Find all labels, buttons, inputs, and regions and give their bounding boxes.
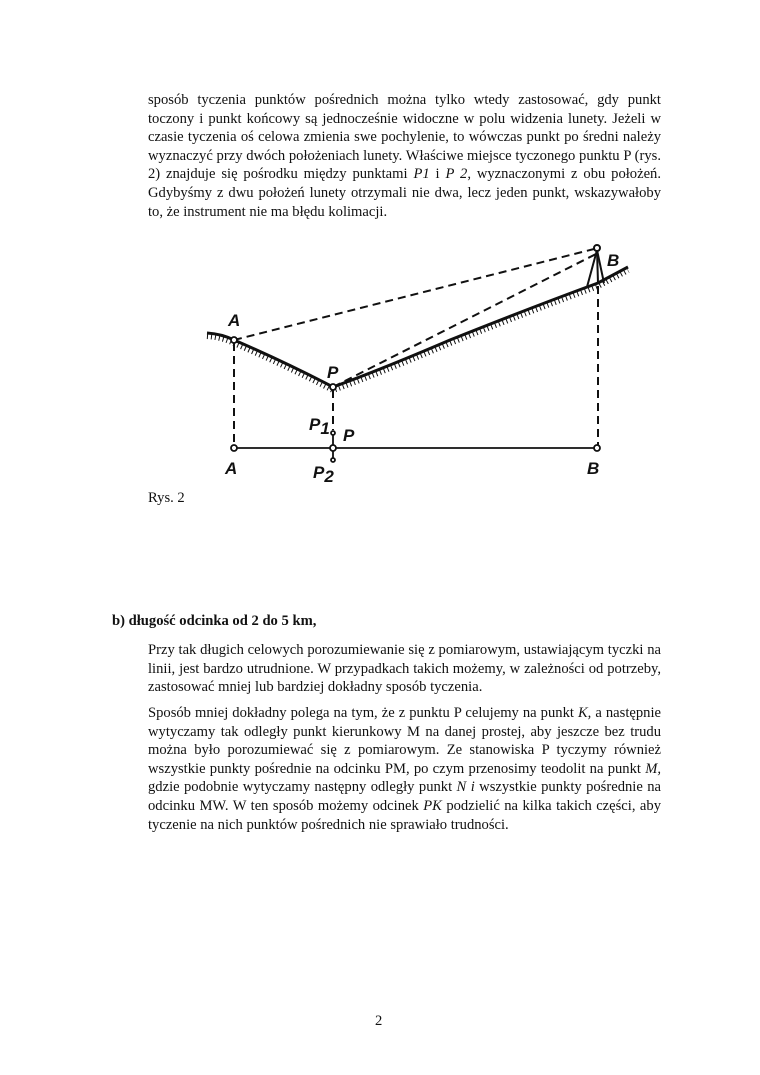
point-p1: P1 xyxy=(413,166,430,183)
segment-pk: PK xyxy=(423,797,442,814)
text: i xyxy=(429,166,446,183)
page-number: 2 xyxy=(375,1013,383,1029)
paragraph-3 xyxy=(148,704,661,834)
label-p-top: P xyxy=(327,363,339,382)
point-m: M, xyxy=(645,760,661,777)
label-b-top: B xyxy=(607,251,620,270)
text: gdzie podobnie wytyczamy następny odległy punkt xyxy=(148,779,457,796)
text: a następnie wytyczamy tak odległy punkt kierunkowy M na danej prostej, aby jeszcze bez trudu można było porozumiewać się z pomiarowym. Ze stanowiska P tyczymy również wszystkie punkty pośrednie na odcinku PM, po czym przenosimy teodolit na punkt xyxy=(148,705,661,777)
text: sposób tyczenia punktów pośrednich można tylko wtedy zastosować, gdy punkt toczony i punkt końcowy są jednocześnie widoczne w polu widzenia lunety. Jeżeli w czasie tyczenia oś celowa zmienia swe pochylenie, to wówczas punkt po średni należy wyznaczyć przy dwóch położeniach lunety. Właściwe miejsce tyczonego punktu P (rys. 2) znajduje się pośrodku między punktami xyxy=(148,92,661,183)
label-a-bottom: A xyxy=(225,459,238,478)
text: , wyznaczonymi z obu położeń. Gdybyśmy z dwu położeń lunety otrzymali nie dwa, lecz jeden punkt, wskazywałoby to, że instrument nie ma błędu kolimacji. xyxy=(148,166,662,220)
label-p-mid: P xyxy=(343,426,355,445)
terrain-profile xyxy=(207,267,628,390)
section-heading: b) długość odcinka od 2 do 5 km, xyxy=(112,613,317,629)
point-n: N i xyxy=(456,779,475,796)
point-p2: P 2 xyxy=(445,166,468,183)
label-a-top: A xyxy=(228,311,241,330)
label-p2: P2 xyxy=(313,463,334,486)
label-p1: P1 xyxy=(309,415,330,438)
label-b-bottom: B xyxy=(587,459,600,478)
paragraph-2: Przy tak długich celowych porozumiewanie się z pomiarowym, ustawiającym tyczki na linii, jest bardzo utrudnione. W przypadkach takich możemy, w zależności od potrzeby, zastosować mniej lub bardziej dokładny sposób tyczenia. xyxy=(148,642,661,696)
text: podzielić na kilka takich części, aby tyczenie na nich punktów pośrednich nie sprawiało trudności. xyxy=(148,797,661,833)
point-k: K, xyxy=(577,705,592,721)
figure-caption: Rys. 2 xyxy=(148,490,185,506)
sight-lines xyxy=(234,249,598,446)
text: Sposób mniej dokładny polega na tym, że z punktu P celujemy na punkt xyxy=(148,705,578,721)
text: wszystkie punkty pośrednie na odcinku MW. W ten sposób możemy odcinek xyxy=(148,779,661,814)
